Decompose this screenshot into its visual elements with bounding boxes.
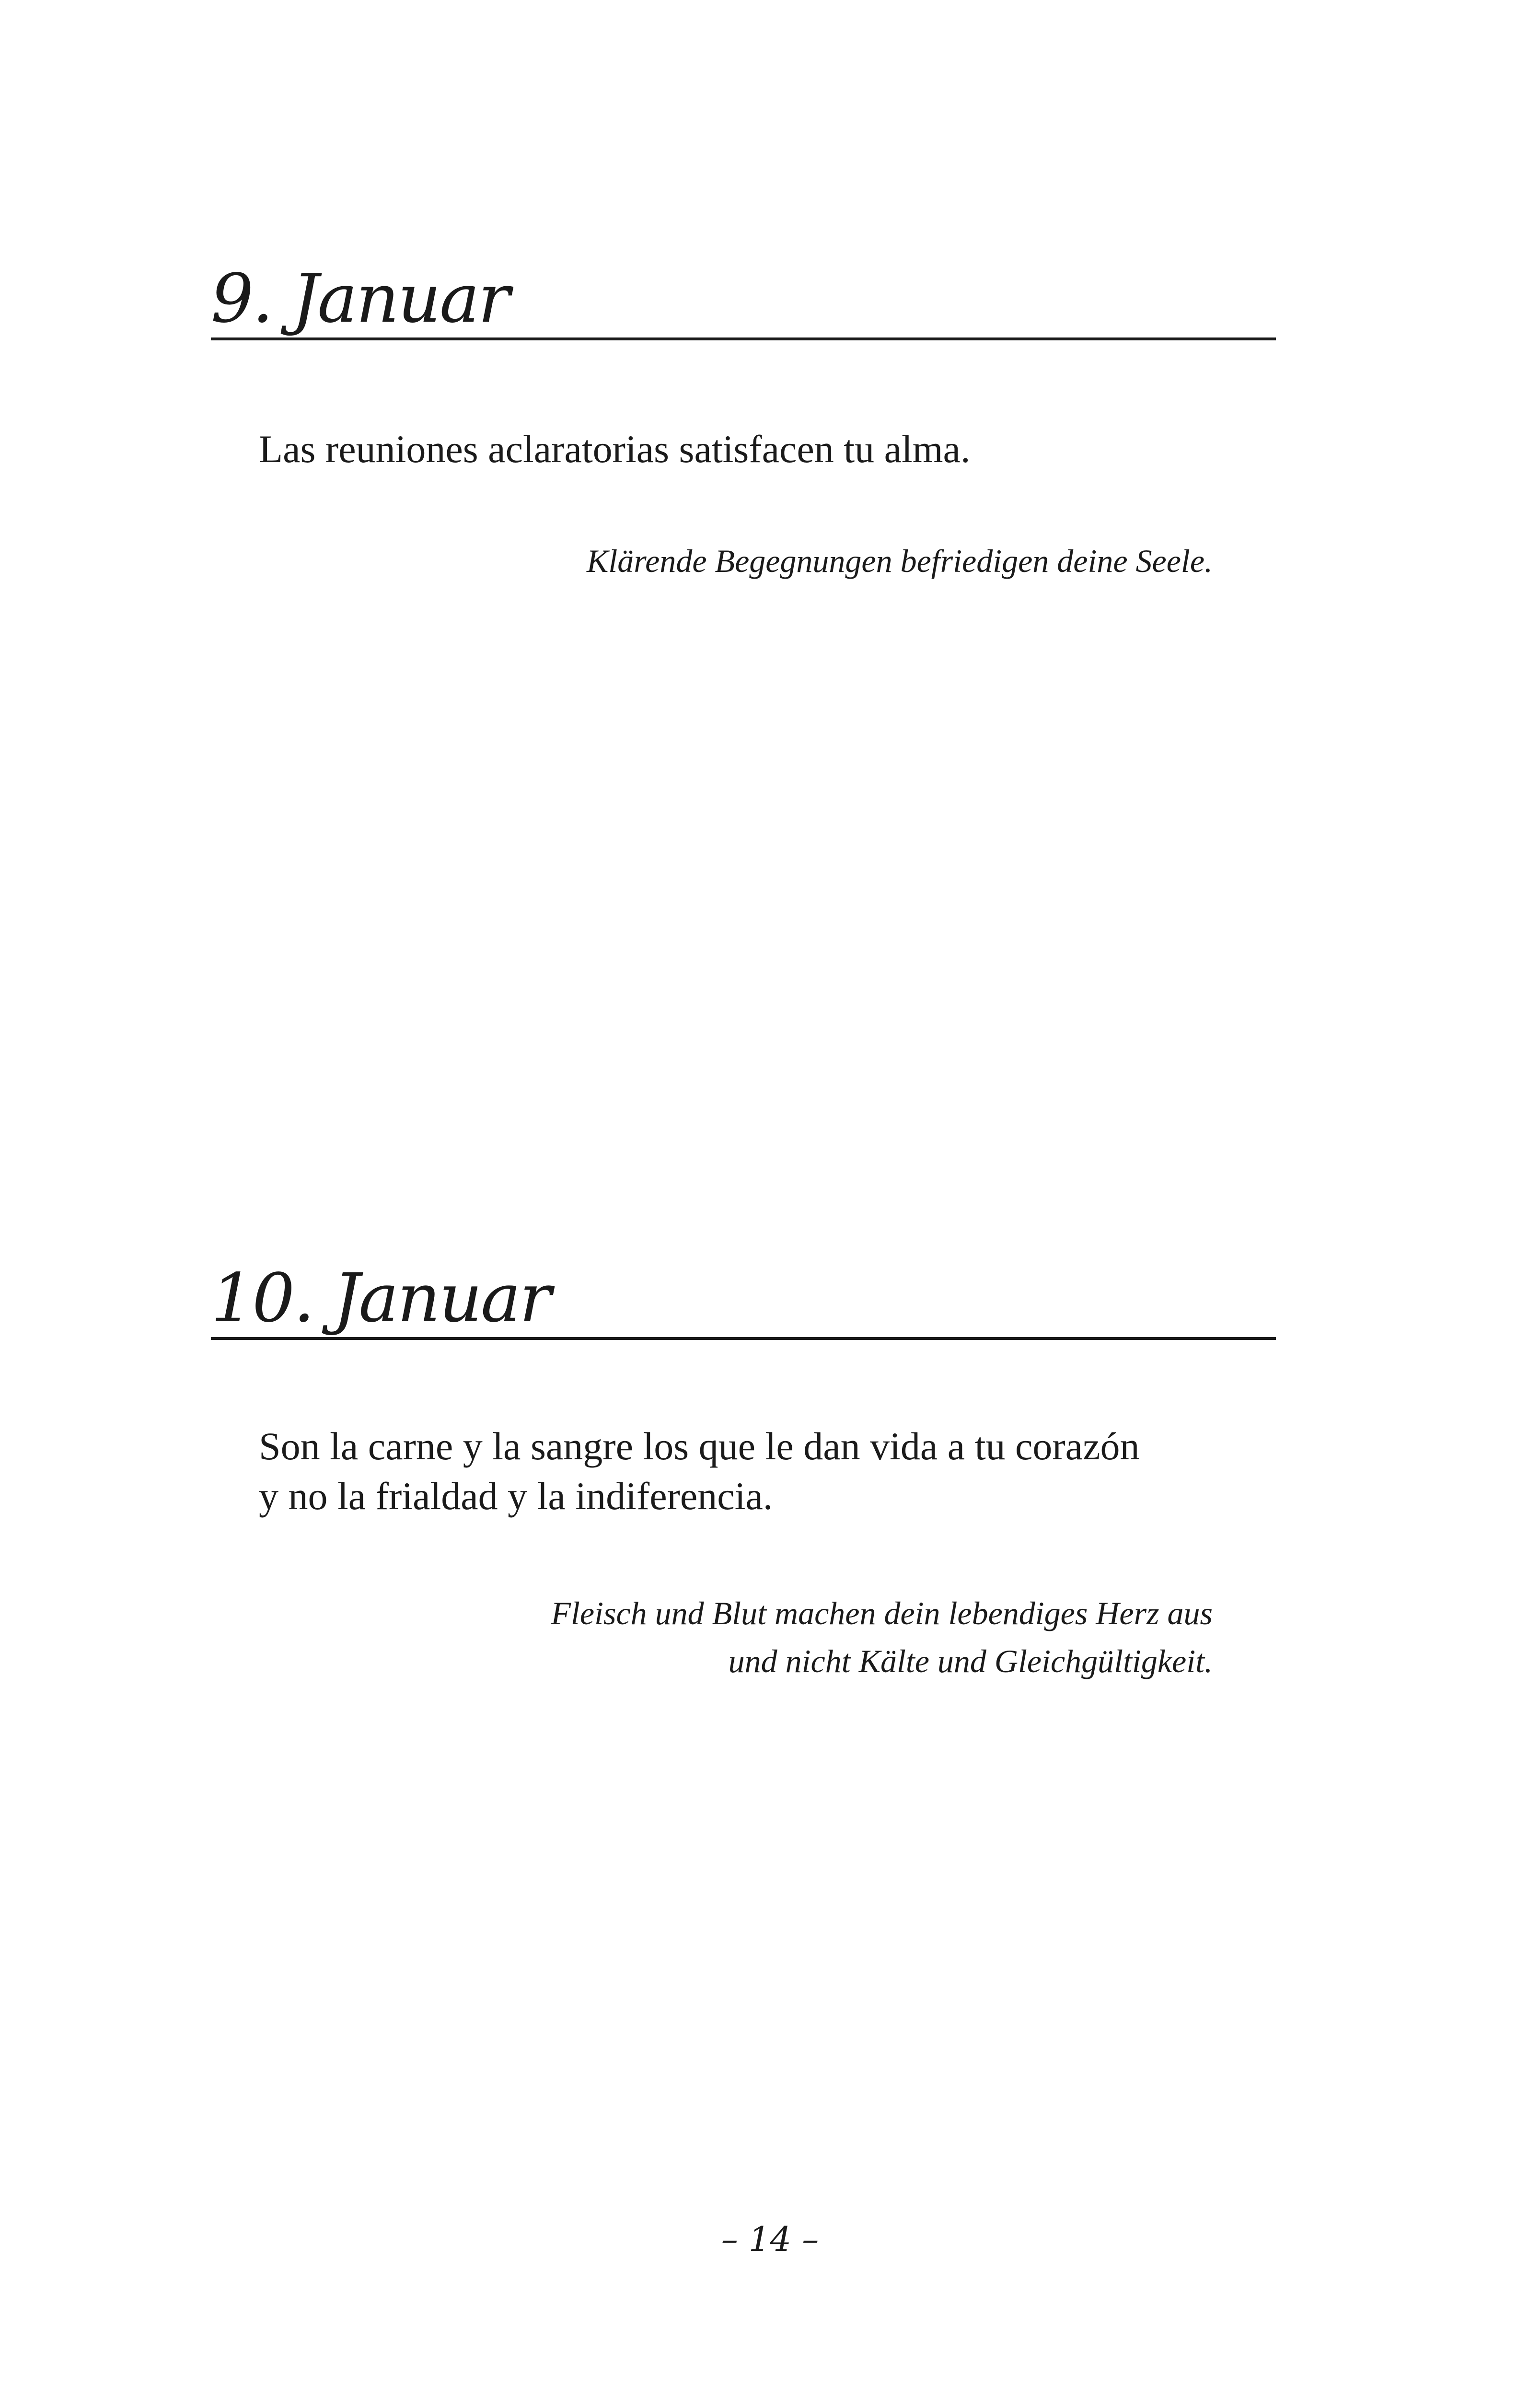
entry-title: 10. Januar: [211, 1259, 550, 1338]
spanish-quote: [259, 1421, 1313, 1521]
spanish-quote-line: Son la carne y la sangre los que le dan vida a tu corazón: [259, 1424, 1140, 1468]
entry-heading-jan-9: [211, 197, 1276, 340]
german-translation: [336, 537, 1213, 585]
german-translation-line: Klärende Begegnungen befriedigen deine Seele.: [586, 543, 1213, 579]
entry-heading-jan-10: [211, 1196, 1276, 1340]
german-translation: [336, 1589, 1213, 1685]
page-number: – 14 –: [721, 2220, 819, 2259]
heading-underline: [211, 337, 1276, 340]
german-translation-line: und nicht Kälte und Gleichgültigkeit.: [728, 1643, 1213, 1679]
spanish-quote-line: Las reuniones aclaratorias satisfacen tu alma.: [259, 427, 971, 471]
spanish-quote: [259, 424, 1313, 474]
entry-title: 9. Januar: [211, 260, 509, 338]
german-translation-line: Fleisch und Blut machen dein lebendiges Herz aus: [551, 1595, 1213, 1631]
heading-underline: [211, 1337, 1276, 1340]
spanish-quote-line: y no la frialdad y la indiferencia.: [259, 1474, 773, 1518]
